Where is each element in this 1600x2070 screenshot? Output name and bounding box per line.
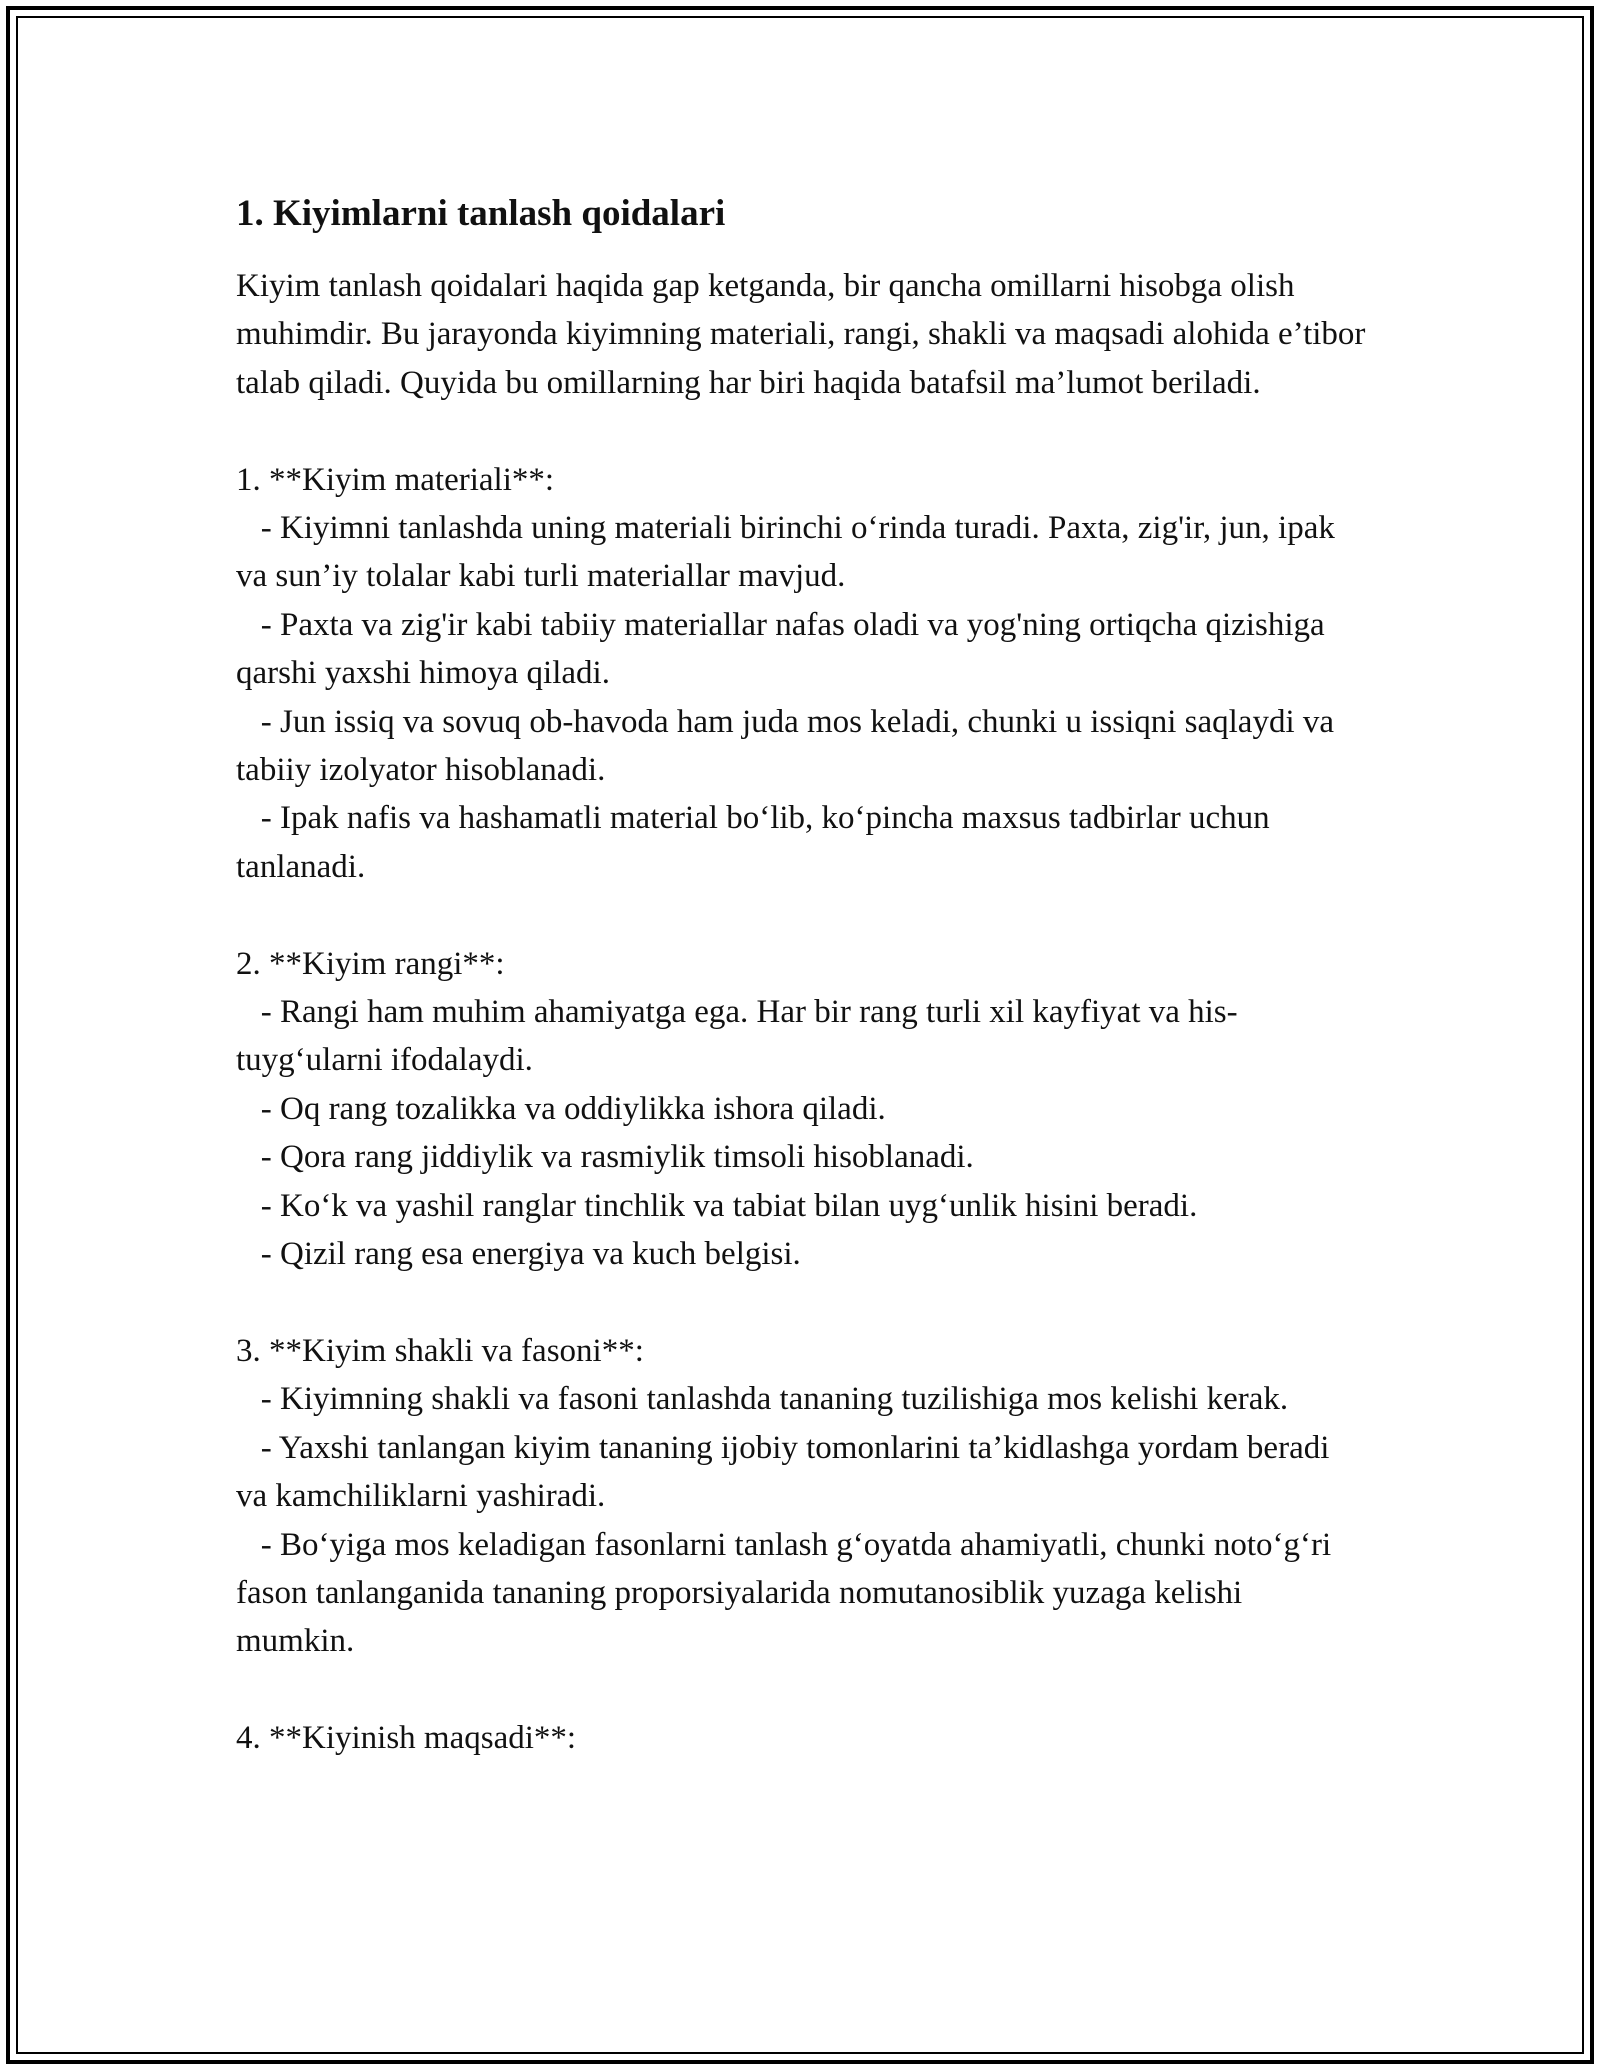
section-purpose	[236, 1714, 1366, 1762]
list-item: - Ipak nafis va hashamatli material bo‘lib, ko‘pincha maxsus tadbirlar uchun tanlanadi.	[236, 800, 1278, 885]
spacer	[236, 1279, 1366, 1327]
list-item: - Rangi ham muhim ahamiyatga ega. Har bir rang turli xil kayfiyat va his-tuyg‘ularni ifodalaydi.	[236, 994, 1238, 1079]
section-heading: 1. **Kiyim materiali**:	[236, 461, 555, 498]
section-shape	[236, 1327, 1366, 1666]
list-item: - Oq rang tozalikka va oddiylikka ishora qiladi.	[236, 1090, 886, 1127]
list-item: - Qizil rang esa energiya va kuch belgisi.	[236, 1236, 801, 1273]
list-item: - Bo‘yiga mos keladigan fasonlarni tanlash g‘oyatda ahamiyatli, chunki noto‘g‘ri fason tanlanganida tananing proporsiyalarida nomutanosiblik yuzaga kelishi mumkin.	[236, 1526, 1340, 1660]
section-heading: 4. **Kiyinish maqsadi**:	[236, 1720, 577, 1757]
document-title: 1. Kiyimlarni tanlash qoidalari	[236, 193, 726, 234]
list-item: - Kiyimni tanlashda uning materiali birinchi o‘rinda turadi. Paxta, zig'ir, jun, ipak va sun’iy tolalar kabi turli materiallar mavjud.	[236, 510, 1344, 595]
list-item: - Yaxshi tanlangan kiyim tananing ijobiy tomonlarini ta’kidlashga yordam beradi va kamchiliklarni yashiradi.	[236, 1429, 1338, 1515]
intro-paragraph: Kiyim tanlash qoidalari haqida gap ketganda, bir qancha omillarni hisobga olish muhimdir. Bu jarayonda kiyimning materiali, rangi, shakli va maqsadi alohida e’tibor talab qiladi. Quyida bu omillarning har biri haqida batafsil ma’lumot beriladi.	[236, 268, 1374, 401]
spacer	[236, 1666, 1366, 1714]
list-item: - Paxta va zig'ir kabi tabiiy materiallar nafas oladi va yog'ning ortiqcha qizishiga qarshi yaxshi himoya qiladi.	[236, 606, 1333, 692]
list-item: - Ko‘k va yashil ranglar tinchlik va tabiat bilan uyg‘unlik hisini beradi.	[236, 1187, 1198, 1224]
list-item: - Qora rang jiddiylik va rasmiylik timsoli hisoblanadi.	[236, 1139, 974, 1176]
section-heading: 2. **Kiyim rangi**:	[236, 945, 505, 982]
section-heading: 3. **Kiyim shakli va fasoni**:	[236, 1332, 644, 1369]
section-material	[236, 456, 1366, 892]
spacer	[236, 891, 1366, 939]
list-item: - Jun issiq va sovuq ob-havoda ham juda mos keladi, chunki u issiqni saqlaydi va tabiiy izolyator hisoblanadi.	[236, 703, 1343, 789]
section-color	[236, 940, 1366, 1279]
document-body	[236, 190, 1374, 1763]
spacer	[236, 407, 1366, 455]
list-item: - Kiyimning shakli va fasoni tanlashda tananing tuzilishiga mos kelishi kerak.	[236, 1381, 1289, 1418]
